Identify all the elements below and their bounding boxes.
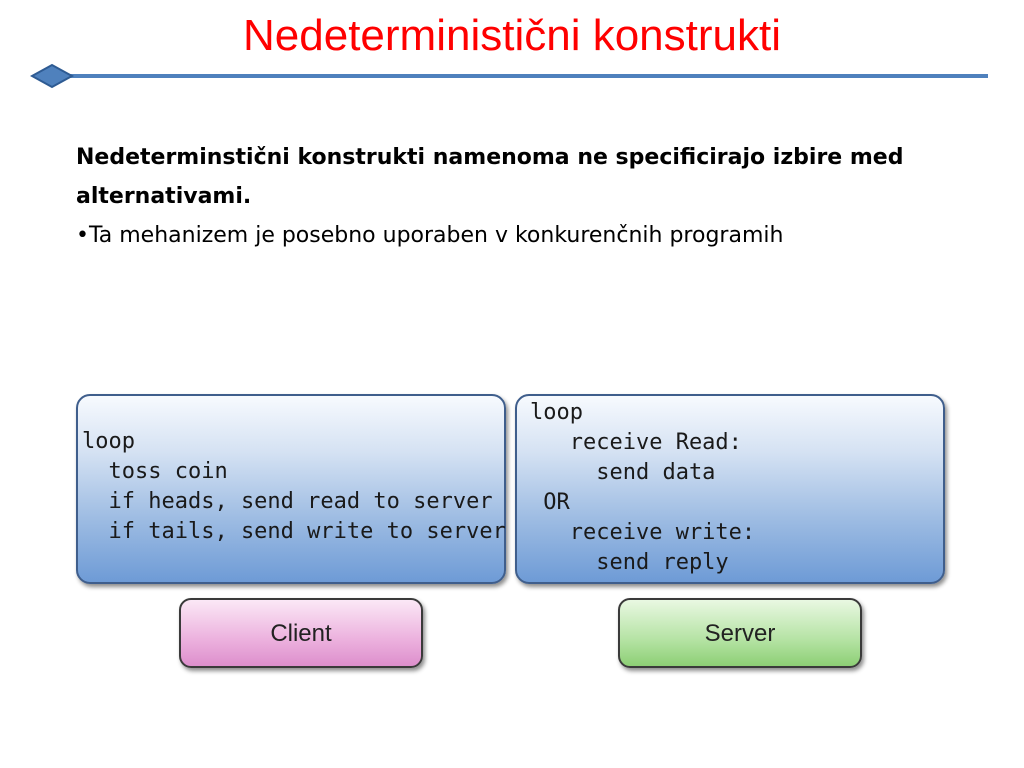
server-code-panel (515, 394, 945, 584)
client-code-panel (76, 394, 506, 584)
slide-title: Nedeterministični konstrukti (243, 11, 781, 60)
client-label-box: Client (179, 598, 423, 668)
body-statement: Nedeterminstični konstrukti namenoma ne specificirajo izbire med alternativami. (76, 145, 904, 209)
server-label-box: Server (618, 598, 862, 668)
slide-body (76, 138, 986, 255)
title-rule (30, 62, 992, 90)
body-bullet: •Ta mehanizem je posebno uporaben v konkurenčnih programih (76, 223, 784, 248)
client-code: loop toss coin if heads, send read to server if tails, send write to server (82, 429, 506, 544)
server-code: loop receive Read: send data OR receive write: send reply (530, 400, 756, 575)
diamond-bullet-icon (32, 65, 72, 87)
